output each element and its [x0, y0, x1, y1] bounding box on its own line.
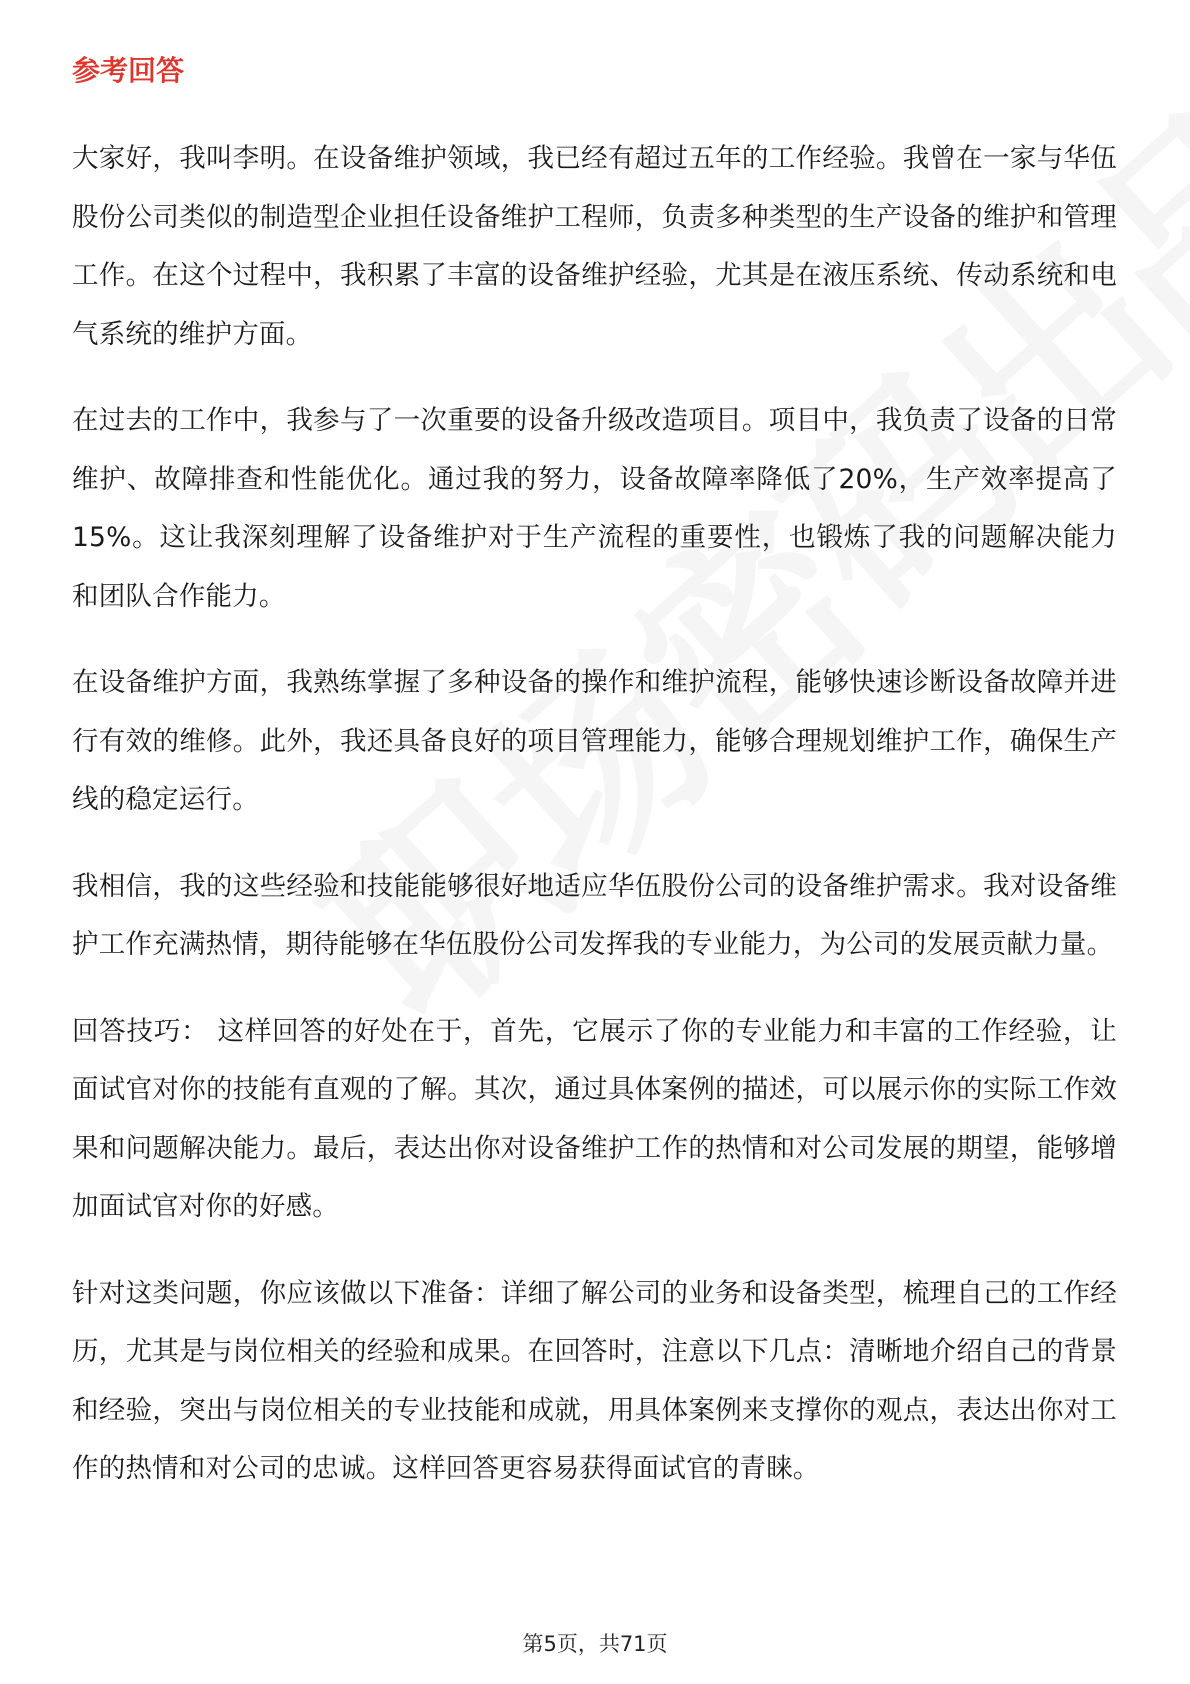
paragraph-fit: 我相信，我的这些经验和技能能够很好地适应华伍股份公司的设备维护需求。我对设备维护工作充满热情，期待能够在华伍股份公司发挥我的专业能力，为公司的发展贡献力量。: [72, 870, 1117, 960]
answer-content: [72, 48, 1117, 1527]
paragraph-skills: 在设备维护方面，我熟练掌握了多种设备的操作和维护流程，能够快速诊断设备故障并进行有效的维修。此外，我还具备良好的项目管理能力，能够合理规划维护工作，确保生产线的稳定运行。: [72, 667, 1117, 815]
section-heading: 参考回答: [72, 54, 185, 87]
paragraph-intro: 大家好，我叫李明。在设备维护领域，我已经有超过五年的工作经验。我曾在一家与华伍股份公司类似的制造型企业担任设备维护工程师，负责多种类型的生产设备的维护和管理工作。在这个过程中，我积累了丰富的设备维护经验，尤其是在液压系统、传动系统和电气系统的维护方面。: [72, 143, 1117, 350]
paragraph-preparation: 针对这类问题，你应该做以下准备：详细了解公司的业务和设备类型，梳理自己的工作经历，尤其是与岗位相关的经验和成果。在回答时，注意以下几点：清晰地介绍自己的背景和经验，突出与岗位相关的专业技能和成就，用具体案例来支撑你的观点，表达出你对工作的热情和对公司的忠诚。这样回答更容易获得面试官的青睐。: [72, 1277, 1117, 1484]
paragraph-project: 在过去的工作中，我参与了一次重要的设备升级改造项目。项目中，我负责了设备的日常维护、故障排查和性能优化。通过我的努力，设备故障率降低了20%，生产效率提高了15%。这让我深刻理解了设备维护对于生产流程的重要性，也锻炼了我的问题解决能力和团队合作能力。: [72, 405, 1117, 612]
paragraph-tips: 回答技巧： 这样回答的好处在于，首先，它展示了你的专业能力和丰富的工作经验，让面试官对你的技能有直观的了解。其次，通过具体案例的描述，可以展示你的实际工作效果和问题解决能力。最后，表达出你对设备维护工作的热情和对公司发展的期望，能够增加面试官对你的好感。: [72, 1015, 1117, 1222]
page-number: 第5页，共71页: [522, 1632, 668, 1656]
